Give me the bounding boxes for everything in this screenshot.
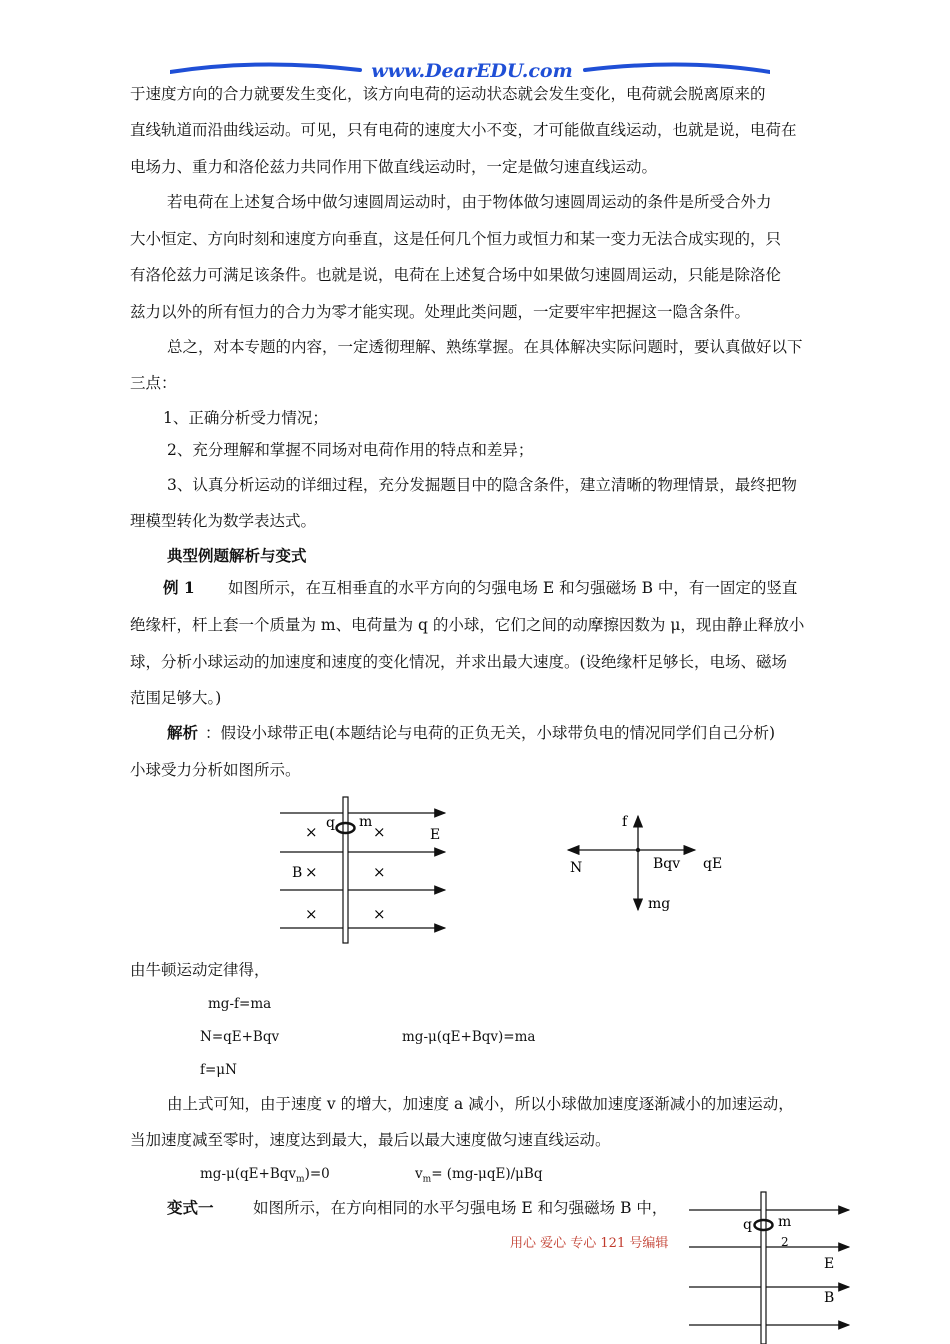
paragraph-line: ：假设小球带正电(本题结论与电荷的正负无关，小球带负电的情况同学们自己分析) xyxy=(205,724,776,742)
header-swoosh-left xyxy=(170,64,360,72)
paragraph-line: 范围足够大。) xyxy=(130,689,222,707)
label-q: q xyxy=(743,1217,752,1233)
cross-mark: × xyxy=(373,905,386,923)
footer-text: 用心 爱心 专心 121 号编辑 xyxy=(510,1236,669,1251)
cross-mark: × xyxy=(305,905,318,923)
insulating-rod xyxy=(343,797,348,943)
label-m: m xyxy=(778,1214,792,1230)
label-e: E xyxy=(824,1256,835,1272)
paragraph-line: 兹力以外的所有恒力的合力为零才能实现。处理此类问题，一定要牢牢把握这一隐含条件。 xyxy=(130,303,751,321)
paragraph-line: 当加速度减至零时，速度达到最大，最后以最大速度做匀速直线运动。 xyxy=(130,1131,611,1149)
example-label: 例 1 xyxy=(163,578,195,597)
paragraph-line: 大小恒定、方向时刻和速度方向垂直，这是任何几个恒力或恒力和某一变力无法合成实现的，只 xyxy=(130,230,782,248)
label-qe: qE xyxy=(703,856,723,872)
paragraph-line: 理模型转化为数学表达式。 xyxy=(130,512,317,530)
page-number: 2 xyxy=(781,1235,789,1249)
equation-vm xyxy=(415,1166,542,1185)
figure-variant-rod xyxy=(684,1190,854,1344)
equation: mg-μ(qE+Bqv)=ma xyxy=(402,1029,536,1045)
equation: f=μN xyxy=(200,1062,237,1078)
paragraph-line: 如图所示，在方向相同的水平匀强电场 E 和匀强磁场 B 中， xyxy=(253,1199,668,1217)
header-swoosh-right xyxy=(585,64,770,72)
equation: mg-f=ma xyxy=(208,996,272,1012)
cross-mark: × xyxy=(305,863,318,881)
insulating-rod xyxy=(761,1192,766,1344)
label-b: B xyxy=(292,865,303,881)
paragraph-line: 于速度方向的合力就要发生变化，该方向电荷的运动状态就会发生变化，电荷就会脱离原来的 xyxy=(130,85,766,103)
label-b: B xyxy=(824,1290,835,1306)
paragraph-line: 直线轨道而沿曲线运动。可见，只有电荷的速度大小不变，才可能做直线运动，也就是说，电荷在 xyxy=(130,121,797,139)
paragraph-line: 球，分析小球运动的加速度和速度的变化情况，并求出最大速度。(设绝缘杆足够长，电场、磁场 xyxy=(130,653,788,671)
label-n: N xyxy=(570,860,583,876)
paragraph-line: 三点： xyxy=(130,374,177,392)
label-m: m xyxy=(359,814,373,830)
equation-part: v xyxy=(415,1166,423,1182)
paragraph-line: 如图所示，在互相垂直的水平方向的匀强电场 E 和匀强磁场 B 中，有一固定的竖直 xyxy=(228,579,798,597)
label-q: q xyxy=(326,815,335,831)
equation-subscript: m xyxy=(296,1174,305,1185)
paragraph-line: 总之，对本专题的内容，一定透彻理解、熟练掌握。在具体解决实际问题时，要认真做好以下 xyxy=(167,338,803,356)
figure-force-diagram xyxy=(560,808,740,918)
label-f: f xyxy=(622,814,628,830)
figure-rod-fields xyxy=(270,795,460,945)
solution-label: 解析 xyxy=(167,723,199,742)
cross-mark: × xyxy=(305,823,318,841)
equation-subscript: m xyxy=(422,1174,432,1185)
equation-part: mg-μ(qE+Bqv xyxy=(200,1166,297,1182)
variant-label: 变式一 xyxy=(167,1198,214,1217)
label-e: E xyxy=(430,827,441,843)
force-origin xyxy=(636,848,640,852)
cross-mark: × xyxy=(373,863,386,881)
paragraph-line: 有洛伦兹力可满足该条件。也就是说，电荷在上述复合场中如果做匀速圆周运动，只能是除洛伦 xyxy=(130,266,782,284)
paragraph-line: 若电荷在上述复合场中做匀速圆周运动时，由于物体做匀速圆周运动的条件是所受合外力 xyxy=(167,193,772,211)
list-item: 3、认真分析运动的详细过程，充分发掘题目中的隐含条件，建立清晰的物理情景，最终把物 xyxy=(167,476,797,494)
equation-part: )=0 xyxy=(304,1166,330,1182)
list-item: 2、充分理解和掌握不同场对电荷作用的特点和差异； xyxy=(167,441,534,459)
header-banner xyxy=(170,56,770,86)
equation: N=qE+Bqv xyxy=(200,1029,280,1045)
label-mg: mg xyxy=(648,896,671,912)
paragraph-line: 绝缘杆，杆上套一个质量为 m、电荷量为 q 的小球，它们之间的动摩擦因数为 μ，现由静止释放小 xyxy=(130,616,805,634)
paragraph-line: 电场力、重力和洛伦兹力共同作用下做直线运动时，一定是做匀速直线运动。 xyxy=(130,158,658,176)
paragraph-line: 由牛顿运动定律得， xyxy=(130,961,270,979)
section-title: 典型例题解析与变式 xyxy=(167,546,307,565)
list-item: 1、正确分析受力情况； xyxy=(163,409,328,427)
header-logo: www.DearEDU.com xyxy=(371,60,573,82)
paragraph-line: 由上式可知，由于速度 v 的增大，加速度 a 减小，所以小球做加速度逐渐减小的加速运动， xyxy=(167,1095,794,1113)
paragraph-line: 小球受力分析如图所示。 xyxy=(130,761,301,779)
cross-mark: × xyxy=(373,823,386,841)
equation-part: = (mg-μqE)/μBq xyxy=(431,1166,543,1182)
equation-max-velocity xyxy=(200,1166,330,1185)
label-bqv: Bqv xyxy=(653,856,681,872)
